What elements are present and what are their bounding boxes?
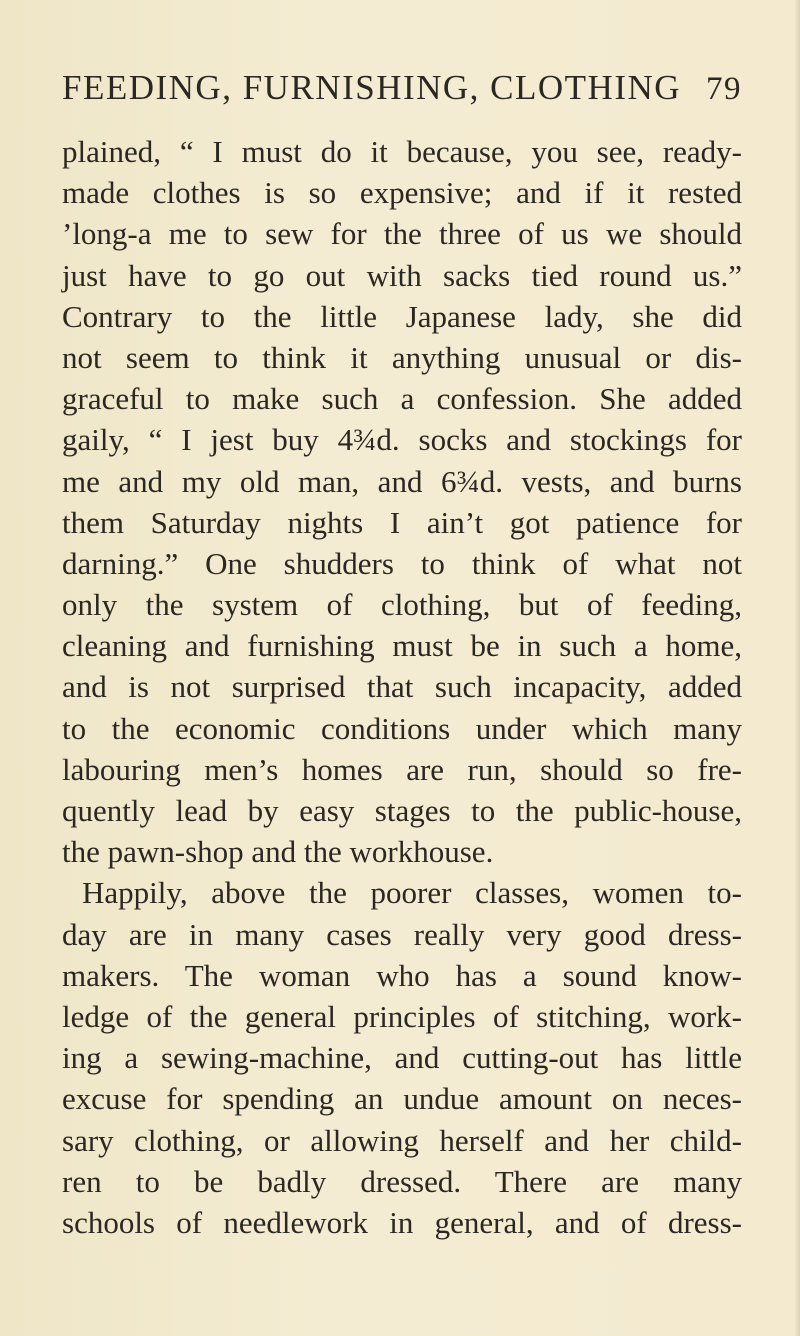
text-line: schools of needlework in general, and of dress- bbox=[62, 1204, 742, 1240]
text-line: me and my old man, and 6¾d. vests, and burns bbox=[62, 463, 742, 499]
text-line: Happily, above the poorer classes, women to- bbox=[82, 875, 742, 911]
text-line: ’long-a me to sew for the three of us we should bbox=[62, 216, 742, 252]
text-line: not seem to think it anything unusual or dis- bbox=[62, 339, 742, 375]
text-line: the pawn-shop and the workhouse. bbox=[62, 834, 494, 870]
text-line: excuse for spending an undue amount on neces- bbox=[62, 1081, 742, 1117]
text-line: just have to go out with sacks tied round us.” bbox=[62, 257, 742, 293]
page-header bbox=[62, 68, 742, 108]
body-text bbox=[62, 131, 742, 1243]
text-line: plained, “ I must do it because, you see, ready- bbox=[62, 134, 742, 169]
text-line: makers. The woman who has a sound know- bbox=[62, 957, 742, 993]
text-line: ledge of the general principles of stitching, work- bbox=[62, 998, 742, 1034]
text-line: made clothes is so expensive; and if it rested bbox=[62, 175, 742, 211]
text-line: sary clothing, or allowing herself and her child- bbox=[62, 1122, 742, 1158]
text-line: labouring men’s homes are run, should so fre- bbox=[62, 751, 742, 787]
running-title: FEEDING, FURNISHING, CLOTHING bbox=[62, 68, 682, 107]
text-line: quently lead by easy stages to the public-house, bbox=[62, 793, 742, 828]
text-line: to the economic conditions under which many bbox=[62, 710, 742, 746]
text-line: ing a sewing-machine, and cutting-out has little bbox=[62, 1040, 742, 1076]
text-line: darning.” One shudders to think of what not bbox=[62, 545, 742, 581]
text-line: them Saturday nights I ain’t got patience for bbox=[62, 504, 742, 540]
text-line: ren to be badly dressed. There are many bbox=[62, 1163, 742, 1199]
text-line: only the system of clothing, but of feeding, bbox=[62, 587, 742, 623]
text-line: cleaning and furnishing must be in such a home, bbox=[62, 628, 742, 664]
page-edge-shadow bbox=[794, 0, 800, 1336]
text-line: Contrary to the little Japanese lady, she did bbox=[62, 298, 742, 334]
text-line: gaily, “ I jest buy 4¾d. socks and stockings for bbox=[62, 422, 742, 458]
text-line: graceful to make such a confession. She added bbox=[62, 381, 742, 417]
text-line: day are in many cases really very good dress- bbox=[62, 916, 742, 952]
page-number: 79 bbox=[706, 71, 742, 107]
text-line: and is not surprised that such incapacity, added bbox=[62, 669, 742, 705]
